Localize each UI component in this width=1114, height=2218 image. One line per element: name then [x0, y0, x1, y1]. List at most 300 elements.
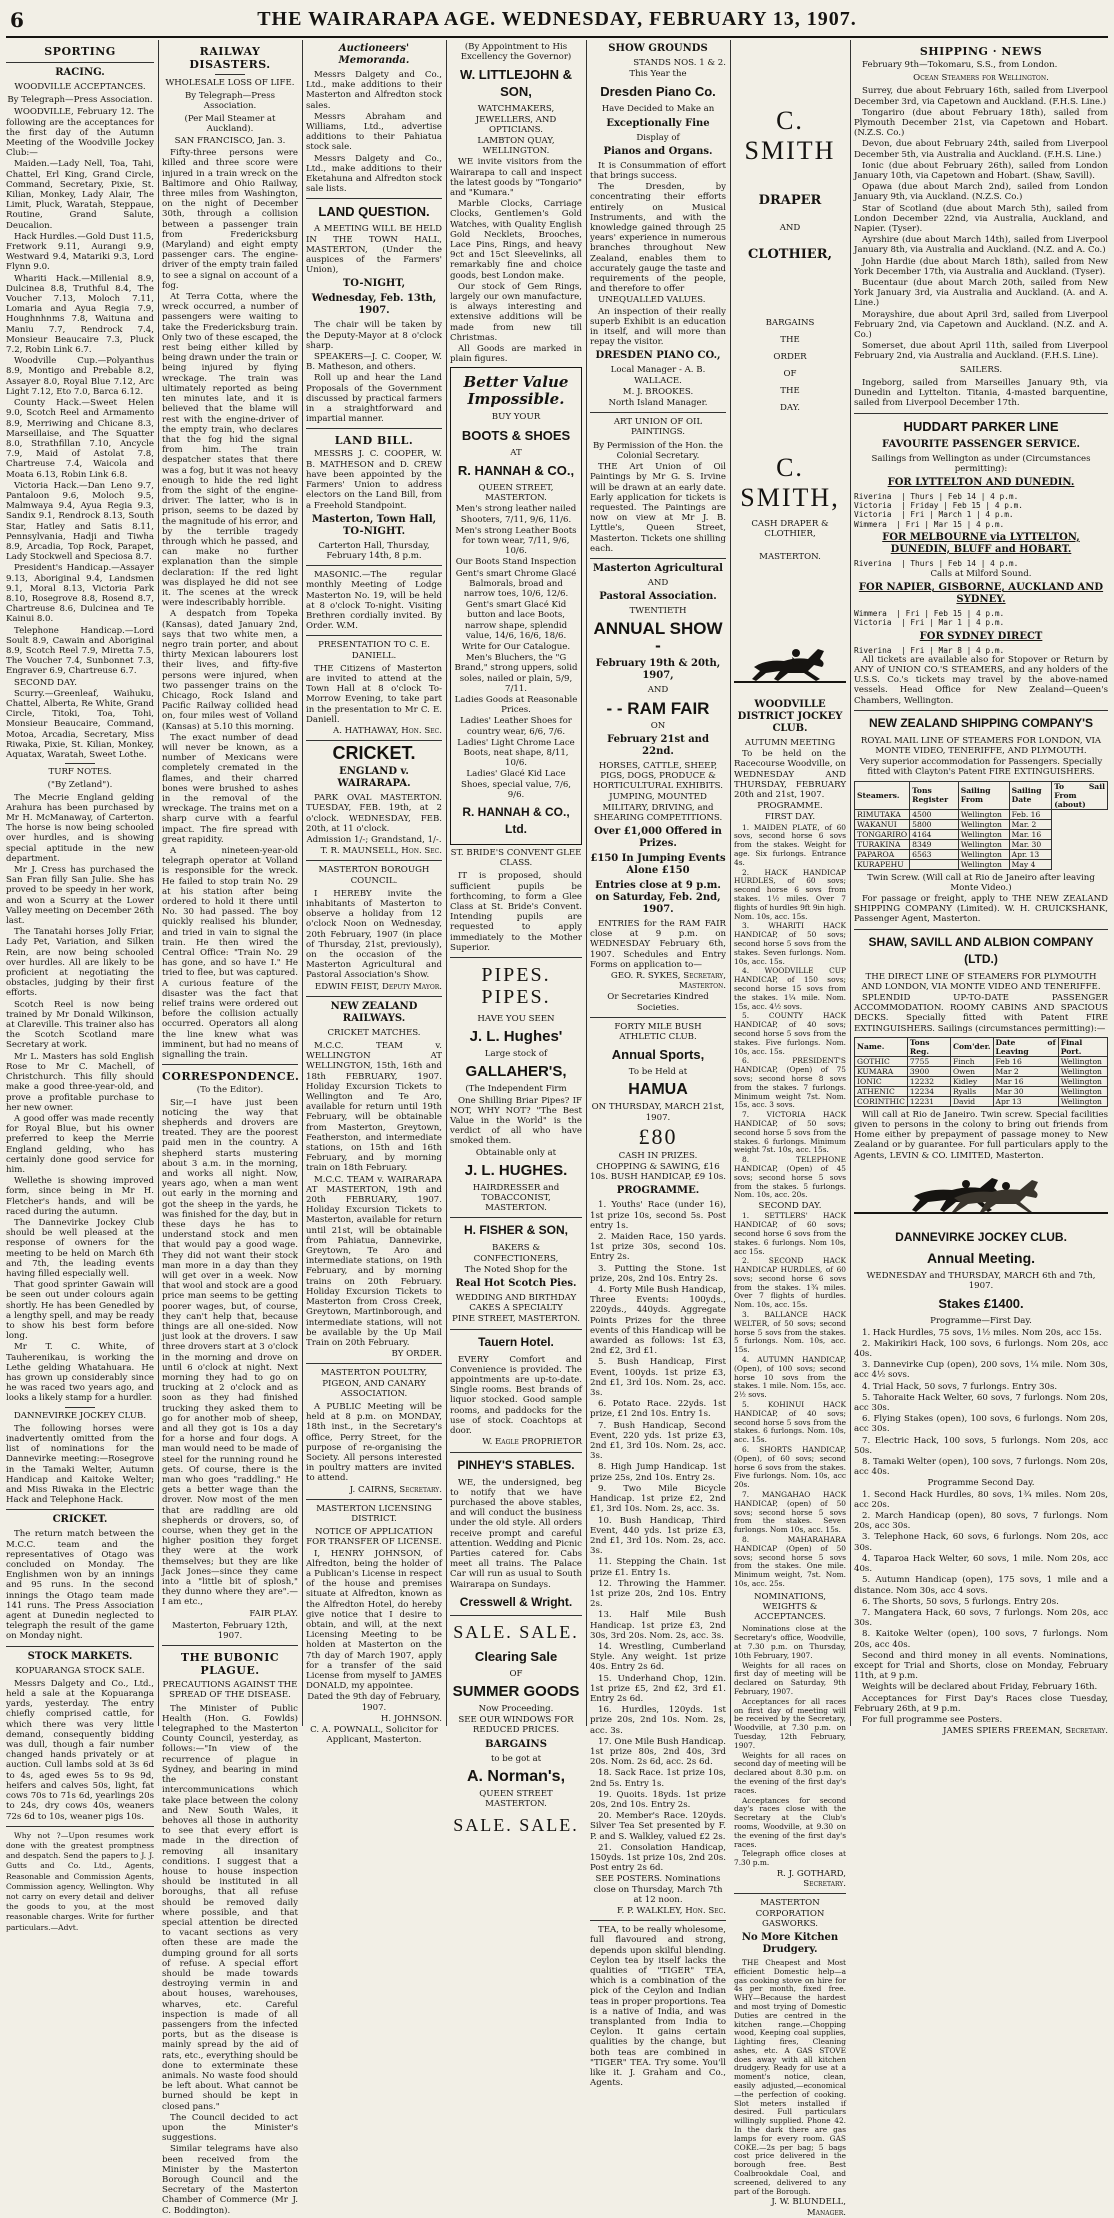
ad-line: LAMBTON QUAY, WELLINGTON.	[477, 136, 555, 157]
text-paragraph: That good sprinter Gawain will be seen out under colours again shortly. He has been Genedled by a lengthy spell, and may be ready to show his best form before long.	[6, 1280, 154, 1342]
signature: W. Eagle PROPRIETOR	[482, 1437, 582, 1448]
sailing-schedule	[854, 646, 1108, 655]
ad-line: to be got at	[490, 1753, 542, 1764]
notice-heading: CRICKET.	[332, 743, 416, 764]
ad-line: (The Independent Firm	[465, 1084, 567, 1095]
ad-subheading: NOMINATIONS, WEIGHTS & ACCEPTANCES.	[753, 1591, 827, 1623]
text-paragraph: President's Handicap.—Assayer 9.13, Aboriginal 9.4, Landsmen 9.1, Moral 8.13, Victoria Park 8.10, Rosegrove 8.8, Rosend 8.7, Chartreuse 8.6, Dulcinea and Te Kainui 8.0.	[6, 563, 154, 625]
text-paragraph: 17. One Mile Bush Handicap. 1st prize 80s, 2nd 40s, 3rd 20s. Nom. 2s 6d, acc. 2s 6d.	[590, 1736, 727, 1768]
notice-heading: MASTERTON BOROUGH COUNCIL.	[318, 865, 430, 886]
text-paragraph: A nineteen-year-old telegraph operator at Volland is responsible for the wreck. He failed to stop train No. 29 at his station after being ordered to hold it there until No. 30 had passed. The boy quickly realised his blunder, and tried in vain to signal the train. He then wired the Central Office: "Train No. 29 has gone, and so have I." He tried to flee, but was captured. A curious feature of the disaster was the fact that relief trains were ordered out before the collision actually occurred. Operators all along the line knew what was imminent, but had no means of signalling the train.	[162, 846, 298, 1061]
table-body	[855, 1056, 1108, 1106]
text-paragraph: BARGAINS	[765, 318, 815, 329]
ad-heading: HAMUA	[628, 1081, 688, 1099]
shipping-subheading: Ocean Steamers for Wellington.	[913, 73, 1049, 84]
ad-heading: - - RAM FAIR	[606, 698, 710, 718]
text-paragraph: Write for Our Catalogue.	[461, 641, 571, 652]
table-cell: 3900	[907, 1066, 950, 1076]
ad-body: To be held on the Racecourse Woodville, on WEDNESDAY AND THURSDAY, FEBRUARY 20th and 21st, 1907.	[734, 749, 847, 801]
ad-heading: BOOTS & SHOES	[461, 427, 571, 443]
signature: FAIR PLAY.	[249, 1608, 298, 1619]
text-paragraph: Acceptances for second day's races close with the Secretary at the Club's rooms, Woodville, at 9.30 on the evening of the first day's races.	[734, 1795, 846, 1849]
text-paragraph: Woodville Cup.—Polyanthus 8.9, Montigo and Prebable 8.2, Assayer 8.0, Royal Blue 7.12, Arc Light 7.12, Eto 7.0, Barca 6.12.	[6, 356, 154, 397]
table-header-row	[855, 1037, 1108, 1056]
table-header-cell: Steamers.	[855, 781, 910, 809]
table-cell: David	[950, 1096, 993, 1106]
signature: T. R. MAUNSELL, Hon. Sec.	[320, 846, 442, 857]
table-header-cell: Tons Reg.	[907, 1037, 950, 1056]
text-paragraph: Scurry.—Greenleaf, Waihuku, Chattel, Alberta, Re White, Grand Circle, Titoki, Toa, Tohi, Monsieur Beaucaire, Command, Motoa, Arcadia, Secretary, Miss Riwaka, Pixie, St. Kilian, Monkey, Aquatax, Waratah, Sweet Lothe.	[6, 688, 154, 760]
text-paragraph: 6. Potato Race. 22yds. 1st prize, £1 2nd 10s. Entry 1s.	[590, 1399, 726, 1420]
text-paragraph: Whariti Hack.—Millenial 8.9, Dulcinea 8.8, Truthful 8.4, The Voucher 7.13, Moloch 7.11, Lomaria and Ayua Regia 7.9, Houghnhnms 7.8, Waituna and Maniu 7.7, Rendrock 7.4, Monsieur Beaucaire 7.3, Pluck 7.2, Robin Link 6.7.	[6, 273, 154, 356]
text-paragraph: 11. Stepping the Chain. 1st prize £1. Entry 1s.	[590, 1557, 726, 1578]
ad-line: QUEEN STREET MASTERTON.	[479, 1788, 553, 1809]
text-paragraph: 20. Member's Race. 120yds. Silver Tea Set presented by F. P. and S. Walkley, valued £2 2s.	[590, 1811, 726, 1842]
ad-line: To be Held at	[628, 1067, 688, 1078]
section-heading: THE BUBONIC PLAGUE.	[180, 1651, 280, 1678]
section-subheading: CRICKET.	[52, 1514, 108, 1526]
ad-emphasis: February 19th & 20th, 1907,	[595, 658, 721, 682]
ad-heading: J. L. Hughes'	[469, 1028, 563, 1046]
nz-shipping-table	[854, 781, 1108, 870]
notice-heading: ST. BRIDE'S CONVENT GLEE CLASS.	[450, 847, 582, 869]
hannah-ad	[450, 367, 582, 845]
text-paragraph: 6. SHORTS HANDICAP, (Open), of 60 sovs; second horse 6 sovs from the stakes. Five furlongs. Nom. 10s, acc 20s.	[734, 1445, 846, 1490]
byline: ("By Zetland").	[47, 780, 113, 791]
text-paragraph: 2. Makirikiri Hack, 100 sovs, 6 furlongs. Nom 20s, acc 40s.	[854, 1338, 1108, 1360]
table-cell: Mar 2	[993, 1066, 1058, 1076]
ad-line: AND	[647, 685, 669, 696]
table-header-cell: Name.	[855, 1037, 908, 1056]
notice-subheading: CRICKET MATCHES.	[327, 1027, 421, 1038]
table-cell: Mar. 30	[1009, 839, 1052, 849]
text-paragraph: Messrs Dalgety and Co., Ltd., held a sale at the Kopuaranga yards, yesterday. The entry chiefly comprised cattle, for which there was very little demand, consequently bidding was dull, though a fair number changed hands privately or at auction. Cull lambs sold at 3s 6d to 4s, aged ewes 5s to 9s 9d, heifers and calves 50s, light, fat cows 70s to 71s 6d, yearlings 20s to 24s, dry cows 40s, weaners 72s 6d to 10s, weaner pigs 10s.	[6, 1678, 154, 1822]
notice-body: Admission 1/-; Grandstand, 1/-.	[306, 834, 442, 845]
table-cell: Apr. 13	[1009, 849, 1052, 859]
text-paragraph: The Council decided to act upon the Minister's suggestions.	[162, 2112, 298, 2144]
article-body	[162, 148, 298, 1060]
article-body	[6, 1424, 154, 1506]
signature: F. P. WALKLEY, Hon. Sec.	[616, 1906, 726, 1917]
ad-heading: PINHEY'S STABLES.	[457, 1457, 575, 1472]
route-heading: FOR LYTTELTON AND DUNEDIN.	[887, 476, 1075, 488]
ad-line: ROYAL MAIL LINE OF STEAMERS FOR LONDON, VIA MONTE VIDEO, TENERIFFE, AND PLYMOUTH.	[860, 735, 1102, 756]
text-paragraph: Gent's smart Chrome Glacé Balmorals, broad and narrow toes, 10/6, 12/6.	[455, 568, 577, 599]
text-paragraph: THE	[780, 335, 800, 346]
table-cell: KUMARA	[855, 1066, 908, 1076]
ad-heading: A. Norman's,	[466, 1767, 566, 1785]
ad-line: Large stock of	[484, 1049, 548, 1060]
column-shows	[590, 40, 727, 2089]
table-cell: Mar 16	[993, 1076, 1058, 1086]
table-cell: IONIC	[855, 1076, 908, 1086]
text-paragraph: Victoria Hack.—Dan Leno 9.7, Pantaloon 9.6, Moloch 9.5, Malmwaya 9.4, Ayua Regia 9.3, Sandix 9.1, Rendrock 8.13, South Star, Hatley and Satis 8.11, Pennsylvania, Hadji and Tiwha 8.9, Arcadia, Top Rock, Parapet, Lady Stockwell and Speciosa 8.7.	[6, 480, 154, 563]
text-paragraph: 3. Telephone Hack, 60 sovs, 6 furlongs. Nom 20s, acc 30s.	[854, 1532, 1108, 1553]
text-paragraph: Devon, due about February 24th, sailed from Liverpool December 5th, via Australia and Auckland. (F.H.S. Line.)	[854, 139, 1108, 160]
text-paragraph: Acceptances for First Day's Races close Tuesday, February 26th, at 9 p.m.	[854, 1693, 1108, 1714]
text-paragraph: 12. Throwing the Hammer. 1st prize 20s, 2nd 10s. Entry 2s.	[590, 1578, 726, 1610]
text-paragraph: 6. The Shorts, 50 sovs, 5 furlongs. Entry 20s.	[862, 1596, 1059, 1607]
ad-emphasis: Real Hot Scotch Pies.	[455, 1278, 577, 1290]
advertisement-note: Why not ?—Upon resumes work done with the greatest promptness and despatch. Send the papers to J. J. Gutts and Co. Ltd., Agents, Reasonable and Commission Agents, Commission agency, Wellington. Why not carry on every detail and deliver the goods to you, at the most reasonable charges. Write for further particulars.—Advt.	[6, 1830, 154, 1932]
column-advertisements	[450, 40, 582, 1836]
ad-heading: DRESDEN PIANO CO.,	[595, 350, 721, 362]
article-body	[6, 1529, 154, 1641]
ad-line: AT	[510, 447, 522, 458]
ad-body: Will call at Rio de Janeiro. Twin screw. Special facilities given to persons in the colony to bring out friends from Home either by prepayment of passage money to New Zealand or by guarantee. For full particulars apply to the Agents, LEVIN & CO. LIMITED, Masterton.	[854, 1109, 1108, 1161]
dateline: Masterton, February 12th, 1907.	[172, 1620, 288, 1642]
text-paragraph: Surrey, due about February 16th, sailed from Liverpool December 3rd, via Capetown and Auckland. (F.H.S. Line.)	[854, 86, 1108, 107]
ad-body: One Shilling Briar Pipes? IF NOT, WHY NOT? "The Best Value in the World" is the verdict of all who have smoked them.	[450, 1095, 582, 1147]
text-paragraph: Bucentaur (due about March 20th, sailed from New York January 3rd, via Australia and Auckland. (A. and A. Line.)	[854, 278, 1108, 309]
table-cell: TONGARIRO	[855, 829, 910, 839]
ad-line: HAVE YOU SEEN	[477, 1014, 555, 1025]
ad-heading: Cresswell & Wright.	[459, 1594, 573, 1609]
text-paragraph: It is Consummation of effort that brings success.	[590, 160, 726, 182]
table-cell: Kidley	[950, 1076, 993, 1086]
text-paragraph: Telegraph office closes at 7.30 p.m.	[734, 1849, 846, 1868]
text-paragraph: 4. Taparoa Hack Welter, 60 sovs, 1 mile. Nom 20s, acc 40s.	[854, 1553, 1108, 1575]
ad-line: Now Proceeding.	[478, 1703, 554, 1714]
notice-body	[306, 320, 442, 424]
table-body	[855, 809, 1108, 869]
table-cell: GOTHIC	[855, 1056, 908, 1066]
ad-body	[453, 504, 579, 800]
table-cell: Wellington	[1058, 1076, 1107, 1086]
notice-subheading: NOTICE OF APPLICATION FOR TRANSFER OF LICENSE.	[306, 1527, 442, 1548]
text-paragraph: 1. MAIDEN PLATE, of 60 sovs, second horse 6 sovs from the stakes. Weight for age. Six furlongs. Entrance 4s.	[734, 822, 846, 867]
text-paragraph: The chair will be taken by the Deputy-Mayor at 8 o'clock sharp.	[306, 320, 442, 351]
ad-heading: ANNUAL SHOW -	[593, 619, 723, 656]
text-paragraph: Men's strong leather nailed Shooters, 7/11, 9/6, 11/6.	[455, 504, 577, 525]
ad-line: AND	[647, 577, 669, 588]
ad-heading: DANNEVIRKE JOCKEY CLUB.	[895, 1230, 1067, 1245]
text-paragraph: The Tanatahi horses Jolly Friar, Lady Pet, Variation, and Silken Rein, are now being schooled over hurdles. All are likely to be proficient at negotiating the obstacles, judging by their first efforts.	[6, 927, 154, 999]
text-paragraph: Wimmera | Fri | Feb 15 | 4 p.m.	[854, 609, 1005, 619]
text-paragraph: County Hack.—Sweet Helen 9.0, Scotch Reel and Armamento 8.9, Merriwing and Chicane 8.3, Marseillaise, and The Squatter 8.0, Strathfillan 7.10, Ancycle 7.9, Maid of Astolat 7.8, Chartreuse 7.4, Waicola and Moata 6.13, Robin Link 6.8.	[6, 398, 154, 480]
ad-heading: Pastoral Association.	[599, 591, 717, 603]
column-rule	[158, 40, 159, 1726]
table-cell: 12232	[907, 1076, 950, 1086]
ad-heading: SALE. SALE.	[453, 1621, 579, 1642]
ad-subheading: SECOND DAY.	[758, 1201, 822, 1212]
ad-body: SPLENDID UP-TO-DATE PASSENGER ACCOMMODATION. ROOMY CABINS AND SPACIOUS DECKS. Specially fitted with Patent FIRE EXTINGUISHERS. Sailings (circumstances permitting):—	[854, 992, 1108, 1034]
text-paragraph: A despatch from Topeka (Kansas), dated January 2nd, says that two white men, a negro train porter, and about thirty Mexican labourers lost their lives, and fifty-five persons were injured, when two passenger trains on the Chicago, Rock Island and Pacific Railway collided head on, four miles west of Volland (Kansas) at 5.10 this morning.	[162, 609, 298, 732]
racehorse-icon	[734, 637, 846, 689]
ad-line: HAIRDRESSER and TOBACCONIST, MASTERTON.	[472, 1182, 560, 1214]
notice-subheading: ENGLAND v. WAIRARAPA.	[337, 766, 411, 790]
table-row	[855, 1066, 1108, 1076]
table-cell: Feb. 16	[1009, 809, 1052, 819]
table-cell: 4500	[910, 809, 959, 819]
notice-body: Carterton Hall, Thursday, February 14th, 8 p.m.	[318, 540, 430, 561]
ad-subheading: Programme—First Day.	[930, 1316, 1032, 1327]
signature: H. JOHNSON.	[380, 1713, 442, 1724]
text-paragraph: 14. Wrestling, Cumberland Style. Any weight. 1st prize 40s. Entry 2s 6d.	[590, 1641, 726, 1673]
race-list	[854, 1490, 1108, 1650]
ad-body	[854, 1651, 1108, 1725]
ad-line: Have Decided to Make an	[601, 104, 715, 115]
text-paragraph: The Dannevirke Jockey Club should be well pleased at the response of owners for the meeting to be held on March 6th and 7th, the leading events having filled especially well.	[6, 1217, 154, 1279]
article-subheading: (To the Editor).	[196, 1085, 264, 1096]
table-cell: Apr 13	[993, 1096, 1058, 1106]
ad-line: This Year the	[629, 69, 687, 80]
notice-emphasis: TO-NIGHT,	[342, 278, 406, 290]
text-paragraph: 7. Mangatera Hack, 60 sovs, 7 furlongs. Nom 20s, acc 30s.	[854, 1607, 1108, 1629]
table-cell: Wellington	[1058, 1066, 1107, 1076]
text-paragraph: Hack Hurdles.—Gold Dust 11.5, Fretwork 9.11, Aurangi 9.9, Westward 9.4, Matariki 9.3, Lord Flynn 9.0.	[6, 231, 154, 273]
article-heading: KOPUARANGA STOCK SALE.	[15, 1665, 145, 1676]
text-paragraph: 15. Underhand Chop, 12in. 1st prize £5, 2nd £2, 3rd £1. Entry 2s 6d.	[590, 1673, 726, 1704]
text-paragraph: Nominations close at the Secretary's office, Woodville, at 7.30 p.m. on Thursday, 10th February, 1907.	[734, 1624, 846, 1660]
text-paragraph: Our stock of Gem Rings, largely our own manufacture, is always interesting and extensive additions will be made from new till Christmas.	[450, 281, 582, 343]
text-paragraph: The following horses were inadvertently omitted from the list of nominations for the Dannevirke meeting:—Rosegrove in the Tamaki Welter, Autumn Handicap and Kaitoke Welter; and Miss Riwaka in the Electric Hack and Telephone Hack.	[6, 1423, 154, 1506]
shipping-body: Ingeborg, sailed from Marseilles January 9th, via Dunedin and Lyttelton. Titania, 4-masted barquentine, sailed from Liverpool December 17th.	[854, 377, 1108, 409]
race-list	[734, 1212, 846, 1588]
column-notices	[306, 40, 442, 1746]
ad-line: PINE STREET, MASTERTON.	[452, 1314, 580, 1325]
ad-body: EVERY Comfort and Convenience is provided. The appointments are up-to-date. Single rooms. Best brands of liquor stocked. Good sample rooms, and paddocks for the use of stock. Coachtops at door.	[450, 1354, 582, 1437]
ad-line: OF	[509, 1668, 523, 1679]
text-paragraph: Star of Scotland (due about March 5th), sailed from London December 22nd, via Australia, Auckland, and Napier. (Tyser).	[854, 203, 1108, 235]
table-cell: 4164	[910, 829, 959, 839]
ad-heading: HUDDART PARKER LINE	[903, 418, 1059, 434]
race-list	[734, 824, 846, 1200]
table-cell: Wellington	[1058, 1086, 1107, 1096]
text-paragraph: 4. AUTUMN HANDICAP, (Open), of 100 sovs; second horse 10 sovs from the stakes. 1 mile. Nom. 15s, acc. 2½ sovs.	[734, 1355, 846, 1400]
table-cell: Wellington	[1058, 1096, 1107, 1106]
section-heading: Auctioneers' Memoranda.	[338, 43, 410, 66]
ad-heading: SALE. SALE.	[453, 1815, 579, 1836]
text-paragraph: Riverina | Fri | Mar 8 | 4 p.m.	[854, 645, 1005, 655]
text-paragraph: WOODVILLE, February 12. The following are the acceptances for the first day of the Autumn Meeting of the Woodville Jockey Club:—	[6, 107, 154, 159]
text-paragraph: At Terra Cotta, where the wreck occurred, a number of passengers were waiting to take the Fredericksburg train. Only two of these escaped, the rest being either killed by being drawn under the train or being injured by flying wreckage. The train was ultimately reported as being ten minutes late, and it is believed that the blame will rest with the engine-driver of the empty train, who declares that the fog hid the signal from him. The train despatcher states that there was a fog, but it was not heavy enough to hide the red light from the sight of the engine-driver. The latter, who is in prison, seems to be dazed by the magnitude of his error, and by the terrible tragedy through which he passed, and can make no further explanation than the simple declaration: If the red light was displayed he did not see it. The scenes at the wreck were indescribably horrible.	[162, 292, 298, 609]
table-cell: Mar. 2	[1009, 819, 1052, 829]
ad-subheading: DRAPER	[758, 193, 822, 208]
table-cell: CORINTHIC	[855, 1096, 908, 1106]
text-paragraph: Victoria | Fri | March 1 | 4 p.m.	[854, 510, 1014, 520]
column-rule	[302, 40, 303, 1726]
text-paragraph: Wimmera | Fri | Mar 15 | 4 p.m.	[854, 519, 1005, 529]
newspaper-page	[6, 6, 1108, 2218]
article-subheading: WHOLESALE LOSS OF LIFE.	[165, 78, 295, 88]
text-paragraph: 2. Maiden Race, 150 yards. 1st prize 30s, second 10s. Entry 2s.	[590, 1232, 726, 1263]
text-paragraph: Marble Clocks, Carriage Clocks, Gentlemen's Gold Watches, with Quality English Gold Necklets, Brooches, Lace Pins, Rings, and heavy 9ct and 15ct Sleevelinks, all remarkably fine and choice goods, best London make.	[450, 199, 582, 281]
notice-body: I, HENRY JOHNSON, of Alfredton, being the holder of a Publican's License in respect of the house and premises situate at Alfredton, known as the Alfredton Hotel, do hereby give notice that I desire to obtain, and will, at the next Licensing Meeting to be holden at Masterton on the 7th day of March 1907, apply for a transfer of the said License from myself to JAMES DONALD, my appointee.	[306, 1548, 442, 1692]
notice-body: IT is proposed, should sufficient pupils be forthcoming, to form a Glee Class at St. Bride's Convent. Intending pupils are requested to apply immediately to the Mother Superior.	[450, 871, 582, 953]
text-paragraph: Wellethe is showing improved form, since being in Mr H. Fletcher's hands, and will be raced during the autumn.	[6, 1176, 154, 1217]
ad-heading: W. LITTLEJOHN & SON,	[460, 67, 572, 100]
table-cell: RIMUTAKA	[855, 809, 910, 819]
text-paragraph: The Minister of Public Health (Hon. G. Fowlds) telegraphed to the Masterton County Council, yesterday, as follows:—"In view of the recurrence of plague in Sydney, and bearing in mind the constant intercommunications which take place between the colony and New South Wales, it behoves all those in authority to see that every effort is made in the direction of removing all insanitary conditions. I suggest that a house to house inspection should be instituted in all boroughs, that all refuse should be removed daily where possible, and that special attention be directed to vacant sections as very often these are made the dumping ground for all sorts of refuse. A special effort should be made towards destroying vermin in and about houses, warehouses, wharves, etc. Careful inspection is made of all passengers from the infected ports, but as the disease is mainly spread by the aid of rats, etc., everything should be done to exterminate these animals. No waste food should be left about. What cannot be burned should be kept in closed pans."	[162, 1703, 298, 2112]
ad-emphasis: BARGAINS	[485, 1738, 547, 1750]
shipping-subheading: SAILERS.	[959, 364, 1003, 375]
article-heading: DANNEVIRKE JOCKEY CLUB.	[13, 1410, 147, 1421]
ad-line: JUMPING, MOUNTED MILITARY, DRIVING, and SHEARING COMPETITIONS.	[593, 792, 723, 823]
ad-line: The Noted Shop for the	[464, 1264, 568, 1275]
shipping-body: February 9th—Tokomaru, S.S., from London.	[862, 60, 1058, 70]
notice-heading: MASTERTON CORPORATION GASWORKS.	[755, 1898, 825, 1929]
ad-body: ENTRIES for the RAM FAIR close at 9 p.m. on WEDNESDAY February 6th, 1907. Schedules and Entry Forms on application to—	[590, 918, 726, 970]
text-paragraph: Tongariro (due about February 18th), sailed from Plymouth December 21st, via Capetown and Hobart. (N.Z.S. Co.)	[854, 107, 1108, 139]
table-row	[855, 859, 1108, 869]
text-paragraph: Mr L. Masters has sold English Rose to Mr C. Machell, of Christchurch. This filly should make a good three-year-old, and prove a profitable purchase to her new owner.	[6, 1051, 154, 1113]
table-cell: TURAKINA	[855, 839, 910, 849]
text-paragraph: 13. Half Mile Bush Handicap. 1st prize £3, 2nd 30s, 3rd 20s. Nom. 2s, acc. 3s.	[590, 1610, 726, 1641]
article-heading: TURF NOTES.	[48, 767, 112, 778]
text-paragraph: The Dresden, by concentrating their efforts entirely on Musical Instruments, and with the knowledge gained through 25 years' experience in numerous branches throughout New Zealand, enables them to accurately gauge the taste and requirements of the people, and therefore to offer	[590, 182, 726, 295]
notice-body: THE Citizens of Masterton are invited to attend at the Town Hall at 8 o'clock To-Morrow Evening, to take part in the presentation to Mr C. E. Daniell.	[306, 663, 442, 725]
text-paragraph: Fifty-three persons were killed and three score were injured in a train wreck on the Baltimore and Ohio Railway, three miles from Washington, on the night of December 30th, through a collision between a passenger train from Fredericksburg (Maryland) and eight empty passenger cars. The engine-driver of the empty train failed to see a signal on account of a fog.	[162, 148, 298, 291]
text-paragraph: 5. Bush Handicap, First Event, 100yds. 1st prize £3, 2nd £1, 3rd 10s. Nom. 2s, acc. 3s.	[590, 1357, 726, 1399]
text-paragraph: 7. MANGAHAO HACK HANDICAP, (open) of 50 sovs; second horse 5 sovs from the stakes. Seven furlongs. Nom 10s, acc. 15s.	[734, 1490, 846, 1535]
ad-emphasis: Entries close at 9 p.m. on Saturday, Feb. 2nd, 1907.	[595, 879, 721, 915]
ad-line: BAKERS & CONFECTIONERS,	[473, 1243, 559, 1264]
column-sporting	[6, 40, 154, 1932]
ad-heading: No More Kitchen Drudgery.	[741, 1931, 839, 1955]
notice-heading: LAND QUESTION.	[318, 204, 430, 220]
ad-emphasis: Over £1,000 Offered in Prizes.	[594, 825, 722, 849]
ad-line: SEE OUR WINDOWS FOR REDUCED PRICES.	[458, 1715, 574, 1736]
text-paragraph: 4. WOODVILLE CUP HANDICAP, of 150 sovs; second horse 15 sovs from the stakes. 1¼ mile. Nom. 15s, acc. 4½ sovs.	[734, 966, 846, 1011]
text-paragraph: Somerset, due about April 11th, sailed from Liverpool February 2nd, via Australia and Auckland. (F.H.S. Line).	[854, 341, 1108, 362]
ad-line: TWENTIETH	[629, 606, 687, 617]
article-body	[162, 1704, 298, 2216]
text-paragraph: Ladies Goods at Reasonable Prices.	[454, 694, 578, 716]
table-header-row	[855, 781, 1108, 809]
table-row	[855, 809, 1108, 819]
newspaper-title: THE WAIRARAPA AGE. WEDNESDAY, FEBRUARY 13, 1907.	[257, 8, 857, 30]
table-header-cell: Tons Register	[910, 781, 959, 809]
sailing-schedule	[854, 492, 1108, 529]
table-cell: Wellington	[958, 859, 1009, 869]
shipping-list	[854, 86, 1108, 361]
table-cell: ATHENIC	[855, 1086, 908, 1096]
text-paragraph: Telephone Handicap.—Lord Soult 8.9, Cawain and Aboriginal 8.9, Scotch Reel 7.9, Miretta 7.5, The Voucher 7.4, Sunbonnet 7.3, Engraver 6.9, Chartreuse 6.7.	[6, 625, 154, 677]
notice-body: MASONIC.—The regular monthly Meeting of Lodge Masterton No. 19, will be held at 8 o'clock To-night. Visiting Brethren cordially invited. By Order. W.M.	[306, 570, 442, 632]
signature: EDWIN FEIST, Deputy Mayor.	[314, 981, 442, 992]
ad-line: QUEEN STREET, MASTERTON.	[478, 482, 554, 504]
text-paragraph: For full programme see Posters.	[862, 1714, 1003, 1725]
ad-body: All tickets are available also for Stopover or Return by ANY of UNION CO.'S STEAMERS, and any holders of the U.S.S. Co.'s tickets may travel by the above-named vessels. Head Office for New Zealand—Queen's Chambers, Wellington.	[854, 654, 1108, 706]
text-paragraph: Victoria | Friday | Feb 15 | 4 p.m.	[854, 501, 1023, 511]
table-cell: Wellington	[958, 809, 1009, 819]
notice-body: THE Art Union of Oil Paintings by Mr G. S. Irvine will be drawn at an early date. Early application for tickets is requested. The Paintings are now on view at Mr J. B. Lyttle's, Queen Street, Masterton. Tickets one shilling each.	[590, 462, 726, 554]
text-paragraph: A good offer was made recently for Royal Blue, but his owner preferred to keep the Merrie England gelding, who has certainly done good service for him.	[6, 1113, 154, 1175]
article-body	[6, 1679, 154, 1822]
column-draper	[734, 40, 847, 2218]
text-paragraph: Maiden.—Lady Nell, Toa, Tahi, Chattel, Erl King, Grand Circle, Command, Secretary, Pixie, St. Kilian, Monkey, Lady Alair, The Limit, Pluck, Waratah, Steppaue, Routine, Grand Salute, Deucalion.	[6, 159, 154, 231]
text-paragraph: 2. SECOND HACK HANDICAP HURDLES, of 60 sovs; second horse 6 sovs from the stakes. 1¾ miles. Over 7 flights of hurdles. Nom. 10s, acc. 15s.	[734, 1256, 846, 1310]
table-header-cell: Sailing From	[958, 781, 1009, 809]
ad-line: Obtainable only at	[475, 1147, 557, 1158]
ad-emphasis: Pianos and Organs.	[603, 145, 713, 157]
notice-heading: LAND BILL.	[334, 434, 414, 448]
text-paragraph: 6. Flying Stakes (open), 100 sovs, 6 furlongs. Nom 20s, acc 30s.	[854, 1414, 1108, 1435]
programme-list	[590, 1200, 726, 1873]
text-paragraph: 1. Youths' Race (under 16), 1st prize 10s, second 5s. Post entry 1s.	[590, 1200, 726, 1231]
text-paragraph: An inspection of their really superb Exhibit is an education in itself, and will more than repay the visitor.	[590, 306, 726, 348]
table-cell: Feb 16	[993, 1056, 1058, 1066]
ad-emphasis: Exceptionally Fine	[606, 117, 710, 129]
text-paragraph: Mr T. C. White, of Tauherenikau, is working the Lethe gelding Whatahuara. He has grown up considerably since he was raced two years ago, and looks a likely stamp for a hurdler.	[6, 1342, 154, 1404]
route-heading: FOR SYDNEY DIRECT	[919, 630, 1043, 642]
shaw-savill-table	[854, 1037, 1108, 1107]
ad-heading: SHAW, SAVILL AND ALBION COMPANY (LTD.)	[868, 934, 1094, 966]
notice-body	[306, 224, 442, 275]
text-paragraph: The exact number of dead will never be known, as a number of Mexicans were completely cremated in the flames, and their charred bones were brushed to ashes in the removal of the wreckage. The trains met on a sharp curve with a fearful impact. The fire spread with great rapidity.	[162, 732, 298, 845]
signature: JAMES SPIERS FREEMAN, Secretary.	[943, 1726, 1108, 1737]
notice-heading: MASTERTON POULTRY, PIGEON, AND CANARY ASSOCIATION.	[320, 1368, 428, 1399]
text-paragraph: The Mecrie England gelding Arahura has been purchased by Mr H. McManaway, of Carterton. The horse is now being schooled over hurdles, and is showing special aptitude in the new department.	[6, 792, 154, 864]
ad-line: MASTERTON.	[759, 551, 821, 562]
table-cell: Mar. 16	[1009, 829, 1052, 839]
text-paragraph: All Goods are marked in plain figures.	[450, 344, 582, 365]
ad-heading: Annual Meeting.	[926, 1250, 1036, 1267]
text-paragraph: 9. Two Mile Bicycle Handicap. 1st prize £2, 2nd £1, 3rd 10s. Nom. 2s, acc. 3s.	[590, 1483, 726, 1515]
notice-heading: PRESENTATION TO C. E. DANIELL.	[318, 640, 430, 661]
text-paragraph: 21. Consolation Handicap, 150yds. 1st prize 10s, 2nd 20s. Post entry 2s 6d.	[590, 1842, 726, 1874]
sailing-schedule	[854, 559, 1108, 568]
ad-body: TEA, to be really wholesome, full flavoured and strong, depends upon skilful blending. Ceylon tea by itself lacks the qualities of "TIGER" TEA, which is a combination of the pick of the Ceylon and Indian teas in proper proportions. Tea is a native of India, and was transplanted from India to Ceylon. It gains certain qualities by the change, but both teas are combined in "TIGER" TEA. Try some. You'll like it. J. Graham and Co., Agents.	[590, 1925, 726, 2089]
table-cell: Wellington	[958, 819, 1009, 829]
text-paragraph: Similar telegrams have also been received from the Minister by the Masterton Borough Council and the Secretary of the Masterton Chamber of Commerce (Mr J. C. Boddington).	[162, 2144, 298, 2216]
column-rule	[730, 40, 731, 1726]
table-cell: 7755	[907, 1056, 950, 1066]
text-paragraph: 5. KOHINUI HACK HANDICAP, of 40 sovs; second horse 5 sovs from the stakes. 6 furlongs. Nom. 10s, acc. 15s.	[734, 1400, 846, 1445]
text-paragraph: John Hardie (due about March 18th), sailed from New York December 17th, via Australia and Auckland. (Tyser).	[854, 256, 1108, 277]
ad-body: WE, the undersigned, beg to notify that we have purchased the above stables, and will conduct the business under the old style. All orders receive prompt and careful attention. Wedding and Picnic Parties catered for. Cabs meet all trains. The Palace Car will run as usual to South Wairarapa on Sundays.	[450, 1477, 582, 1590]
notice-body: A PUBLIC Meeting will be held at 8 p.m. on MONDAY, 18th inst., in the Secretary's office, Perry Street, for the purpose of re-organising the Society. All persons interested in poultry matters are invited to attend.	[306, 1401, 442, 1484]
table-cell: 12234	[907, 1086, 950, 1096]
ad-heading: PIPES. PIPES.	[481, 964, 551, 1009]
ad-line: Twin Screw. (Will call at Rio de Janeiro after leaving Monte Video.)	[867, 872, 1095, 893]
text-paragraph: 5. Tahoraite Hack Welter, 60 sovs, 7 furlongs. Nom 20s, acc 30s.	[854, 1392, 1108, 1414]
ad-heading: Tauern Hotel.	[478, 1334, 554, 1349]
prize-amount: £80	[638, 1123, 678, 1149]
text-paragraph: 3. BALLANCE HACK WELTER, of 50 sovs; second horse 5 sovs from the stakes. 5 furlongs. Nom. 10s, acc. 15s.	[734, 1310, 846, 1355]
ad-subheading: PROGRAMME.	[757, 801, 823, 812]
race-list	[854, 1328, 1108, 1478]
notice-heading: ART UNION OF OIL PAINTINGS.	[613, 417, 703, 438]
table-cell: Finch	[950, 1056, 993, 1066]
text-paragraph: Ayrshire (due about March 14th), sailed from Liverpool January 8th, via Australia and Auckland. (N.Z. and A. Co.)	[854, 235, 1108, 256]
text-paragraph: Weights for all races on first day of meeting will be declared on Saturday, 9th February, 1907.	[734, 1660, 846, 1696]
text-paragraph: 19. Quoits. 18yds. 1st prize 20s, 2nd 10s. Entry 2s.	[590, 1789, 726, 1810]
ad-body: For passage or freight, apply to THE NEW ZEALAND SHIPPING COMPANY (Limited). W. H. CRUICKSHANK, Passenger Agent, Masterton.	[854, 893, 1108, 925]
text-paragraph: 1. Second Hack Hurdles, 80 sovs, 1¾ miles. Nom 20s, acc 20s.	[854, 1489, 1108, 1510]
text-paragraph: Our Boots Stand Inspection	[455, 557, 577, 568]
ad-heading: R. HANNAH & CO.,	[457, 462, 575, 478]
ad-line: M. J. BROOKES.	[622, 386, 694, 397]
table-cell: 12231	[907, 1096, 950, 1106]
table-header-cell: Final Port.	[1058, 1037, 1107, 1056]
notice-body: MESSRS J. C. COOPER, W. B. MATHESON and D. CREW have been appointed by the Farmers' Union to address electors on the Land Bill, from a Freehold Standpoint.	[306, 449, 442, 511]
table-row	[855, 1056, 1108, 1066]
text-paragraph: The return match between the M.C.C. team and the representatives of Otago was concluded on Monday. The Englishmen won by an innings and 95 runs. In the second innings the Otago team made 141 runs. The Press Association agent at Dunedin neglected to telegraph the result of the game on Monday night.	[6, 1529, 154, 1642]
ad-line: THE DIRECT LINE OF STEAMERS FOR PLYMOUTH AND LONDON, VIA MONTE VIDEO AND TENERIFFE.	[861, 971, 1101, 992]
column-railway	[162, 40, 300, 2216]
column-rule	[446, 40, 447, 1726]
ad-line: Local Manager - A. B. WALLACE.	[610, 365, 706, 386]
notice-subheading: By Permission of the Hon. the Colonial Secretary.	[592, 440, 724, 461]
text-paragraph: ORDER	[773, 352, 807, 363]
table-cell: KURAPEHU	[855, 859, 910, 869]
ad-line: Or Secretaries Kindred Societies.	[607, 992, 709, 1013]
table-row	[855, 1096, 1108, 1106]
text-paragraph: SECOND DAY.	[14, 677, 77, 688]
ad-heading: C. SMITH,	[740, 453, 840, 513]
